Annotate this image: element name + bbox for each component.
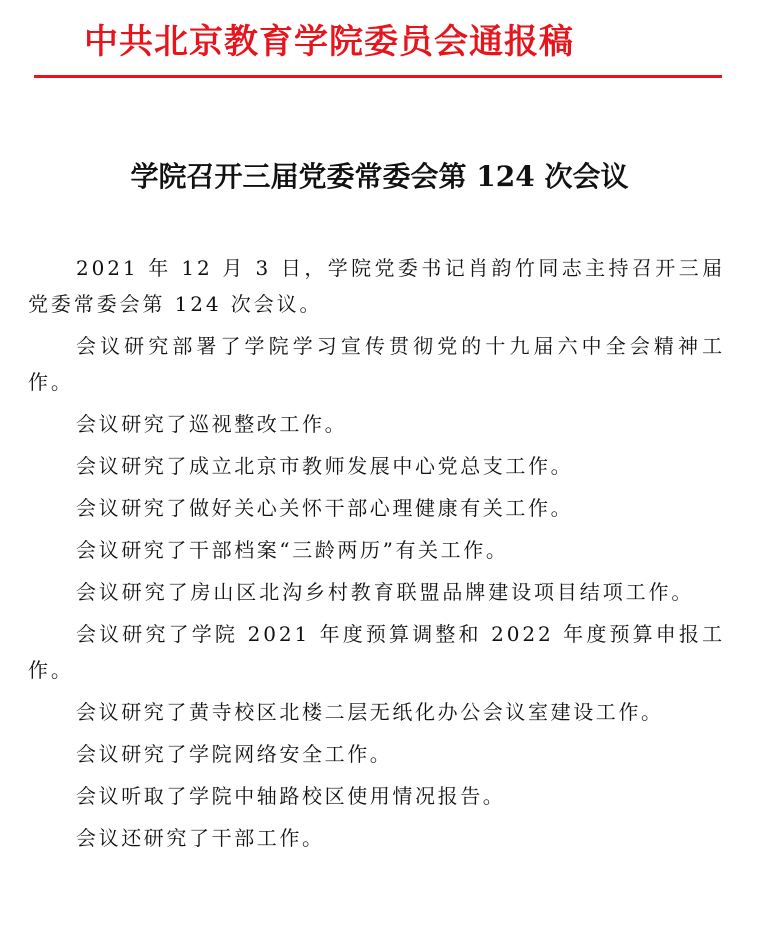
document-title: 学院召开三届党委常委会第 124 次会议 (130, 160, 629, 193)
paragraph: 会议研究了学院 2021 年度预算调整和 2022 年度预算申报工作。 (28, 622, 725, 682)
paragraph: 会议研究了干部档案“三龄两历”有关工作。 (76, 538, 509, 562)
masthead-divider (34, 75, 722, 78)
paragraph: 会议研究了成立北京市教师发展中心党总支工作。 (76, 454, 574, 478)
paragraph: 会议研究了黄寺校区北楼二层无纸化办公会议室建设工作。 (76, 700, 664, 724)
document-body (28, 250, 725, 862)
paragraph: 会议研究了房山区北沟乡村教育联盟品牌建设项目结项工作。 (76, 580, 695, 604)
paragraph: 会议听取了学院中轴路校区使用情况报告。 (76, 784, 506, 808)
paragraph: 会议研究部署了学院学习宣传贯彻党的十九届六中全会精神工作。 (28, 334, 725, 394)
paragraph: 会议还研究了干部工作。 (76, 826, 325, 850)
paragraph: 会议研究了做好关心关怀干部心理健康有关工作。 (76, 496, 574, 520)
paragraph: 2021 年 12 月 3 日，学院党委书记肖韵竹同志主持召开三届党委常委会第 124 次会议。 (28, 256, 725, 316)
masthead-title: 中共北京教育学院委员会通报稿 (84, 22, 574, 62)
paragraph: 会议研究了巡视整改工作。 (76, 412, 348, 436)
paragraph: 会议研究了学院网络安全工作。 (76, 742, 393, 766)
